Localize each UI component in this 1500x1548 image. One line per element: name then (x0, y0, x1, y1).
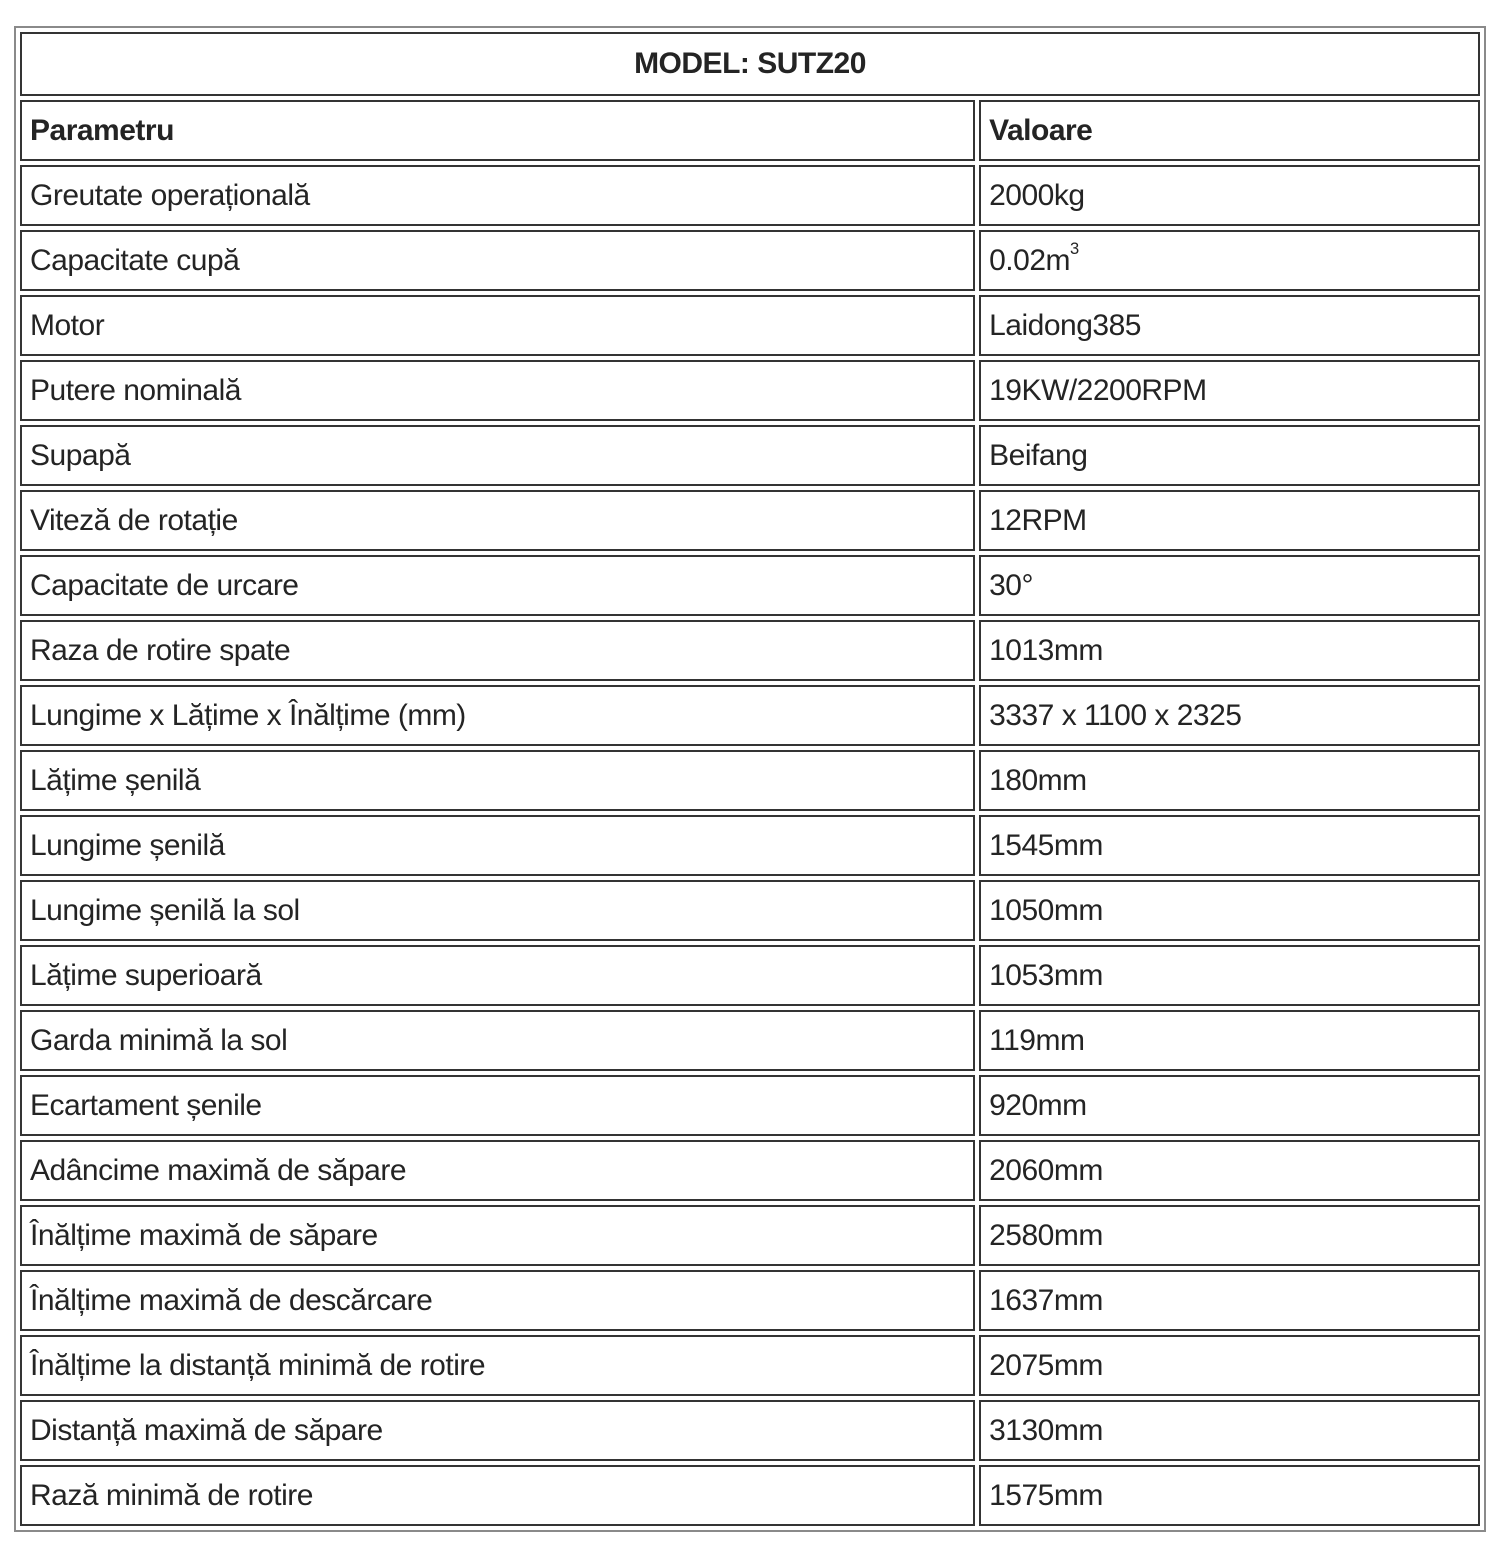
value-cell: Beifang (979, 425, 1480, 486)
spec-table-body (20, 165, 1480, 1526)
table-row (20, 945, 1480, 1006)
value-cell: 12RPM (979, 490, 1480, 551)
param-cell: Lățime superioară (20, 945, 975, 1006)
table-row (20, 295, 1480, 356)
param-cell: Lungime șenilă la sol (20, 880, 975, 941)
table-row (20, 1140, 1480, 1201)
param-cell: Supapă (20, 425, 975, 486)
title-row (20, 32, 1480, 96)
table-row (20, 1270, 1480, 1331)
value-cell: 1575mm (979, 1465, 1480, 1526)
param-cell: Viteză de rotație (20, 490, 975, 551)
value-cell: 19KW/2200RPM (979, 360, 1480, 421)
spec-table (14, 26, 1486, 1532)
column-header-parametru: Parametru (20, 100, 975, 161)
table-row (20, 750, 1480, 811)
param-cell: Raza de rotire spate (20, 620, 975, 681)
column-header-valoare: Valoare (979, 100, 1480, 161)
param-cell: Înălțime la distanță minimă de rotire (20, 1335, 975, 1396)
table-row (20, 1335, 1480, 1396)
param-cell: Ecartament șenile (20, 1075, 975, 1136)
table-row (20, 165, 1480, 226)
param-cell: Capacitate de urcare (20, 555, 975, 616)
table-row (20, 490, 1480, 551)
param-cell: Înălțime maximă de descărcare (20, 1270, 975, 1331)
param-cell: Lungime șenilă (20, 815, 975, 876)
param-cell: Lățime șenilă (20, 750, 975, 811)
value-cell: 1050mm (979, 880, 1480, 941)
value-cell: 2000kg (979, 165, 1480, 226)
value-cell: 180mm (979, 750, 1480, 811)
param-cell: Distanță maximă de săpare (20, 1400, 975, 1461)
table-title: MODEL: SUTZ20 (20, 32, 1480, 96)
param-cell: Înălțime maximă de săpare (20, 1205, 975, 1266)
table-row (20, 1205, 1480, 1266)
value-cell: 1053mm (979, 945, 1480, 1006)
table-row (20, 1465, 1480, 1526)
table-row (20, 685, 1480, 746)
param-cell: Lungime x Lățime x Înălțime (mm) (20, 685, 975, 746)
value-cell: 30° (979, 555, 1480, 616)
table-row (20, 1400, 1480, 1461)
value-cell: 1013mm (979, 620, 1480, 681)
param-cell: Motor (20, 295, 975, 356)
param-cell: Garda minimă la sol (20, 1010, 975, 1071)
value-cell: 3337 x 1100 x 2325 (979, 685, 1480, 746)
superscript: 3 (1070, 240, 1079, 259)
column-header-row (20, 100, 1480, 161)
table-row (20, 425, 1480, 486)
value-cell: $0.02m^3$ (979, 230, 1480, 291)
table-row (20, 555, 1480, 616)
value-cell: 920mm (979, 1075, 1480, 1136)
value-cell: 1545mm (979, 815, 1480, 876)
value-cell: 1637mm (979, 1270, 1480, 1331)
value-cell: Laidong385 (979, 295, 1480, 356)
table-row (20, 1010, 1480, 1071)
value-cell: 2580mm (979, 1205, 1480, 1266)
param-cell: Putere nominală (20, 360, 975, 421)
param-cell: Adâncime maximă de săpare (20, 1140, 975, 1201)
value-cell: 119mm (979, 1010, 1480, 1071)
value-cell: 2060mm (979, 1140, 1480, 1201)
table-row (20, 1075, 1480, 1136)
table-row (20, 360, 1480, 421)
value-cell: 2075mm (979, 1335, 1480, 1396)
param-cell: Capacitate cupă (20, 230, 975, 291)
table-row (20, 880, 1480, 941)
table-row (20, 230, 1480, 291)
table-row (20, 620, 1480, 681)
table-row (20, 815, 1480, 876)
value-cell: 3130mm (979, 1400, 1480, 1461)
param-cell: Greutate operațională (20, 165, 975, 226)
param-cell: Rază minimă de rotire (20, 1465, 975, 1526)
